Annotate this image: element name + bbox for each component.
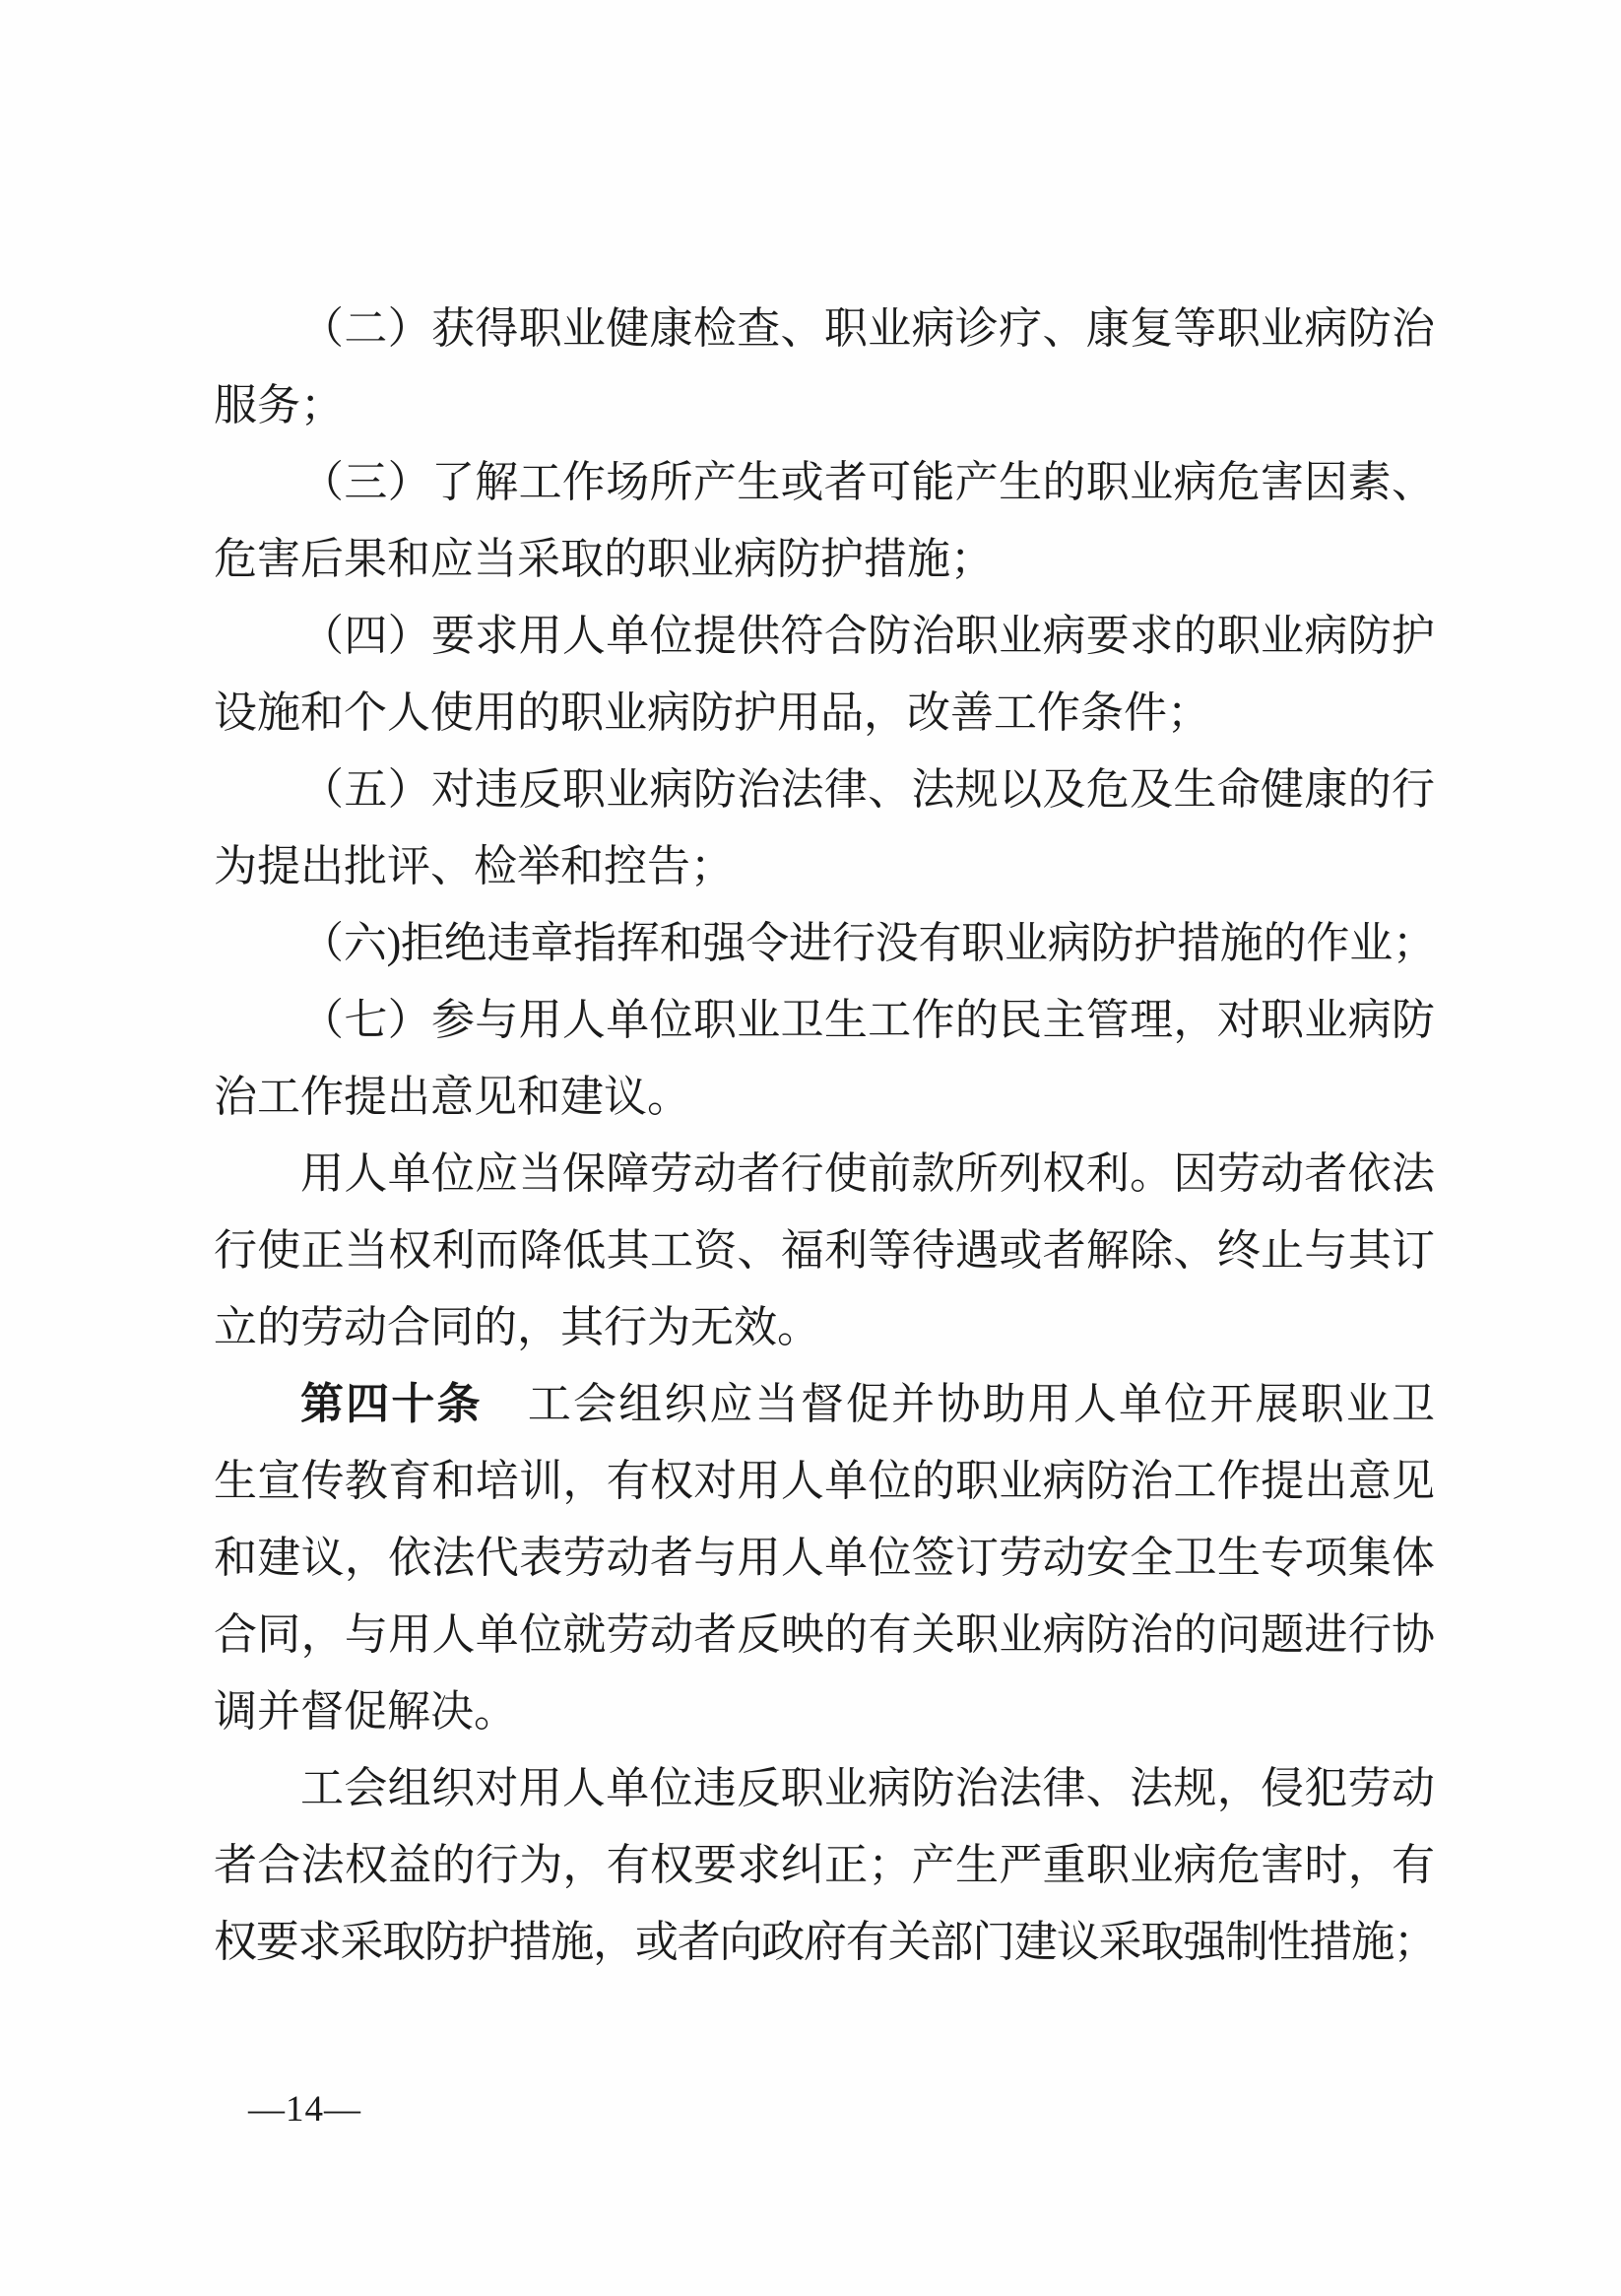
text-line	[214, 982, 1435, 1059]
text-line	[214, 828, 1435, 905]
text-run: 为提出批评、检举和控告；	[214, 842, 734, 890]
text-line	[214, 521, 1435, 598]
text-run: 调并督促解决。	[214, 1687, 517, 1736]
text-run: （六)拒绝违章指挥和强令进行没有职业病防护措施的作业；	[300, 919, 1435, 967]
text-run: （七）参与用人单位职业卫生工作的民主管理，对职业病防	[300, 996, 1435, 1044]
text-run: 立的劳动合同的，其行为无效。	[214, 1303, 820, 1351]
text-line	[214, 1443, 1435, 1520]
text-run: 设施和个人使用的职业病防护用品，改善工作条件；	[214, 689, 1210, 737]
text-run: 权要求采取防护措施，或者向政府有关部门建议采取强制性措施；	[214, 1918, 1435, 1966]
text-run: 者合法权益的行为，有权要求纠正；产生严重职业病危害时，有	[214, 1841, 1435, 1889]
footer-page-number: —14—	[248, 2089, 361, 2130]
text-run: 和建议，依法代表劳动者与用人单位签订劳动安全卫生专项集体	[214, 1534, 1435, 1582]
text-line	[214, 1366, 1435, 1443]
text-run: 用人单位应当保障劳动者行使前款所列权利。因劳动者依法	[300, 1149, 1435, 1198]
text-line	[214, 1213, 1435, 1289]
text-run: 行使正当权利而降低其工资、福利等待遇或者解除、终止与其订	[214, 1226, 1435, 1275]
text-run: 服务；	[214, 381, 344, 429]
text-line	[214, 291, 1435, 367]
text-run: （五）对违反职业病防治法律、法规以及危及生命健康的行	[300, 765, 1435, 814]
text-line	[214, 752, 1435, 828]
text-line	[214, 1136, 1435, 1213]
text-run: 工会组织应当督促并协助用人单位开展职业卫	[482, 1380, 1436, 1428]
text-line	[214, 367, 1435, 444]
text-run: 生宣传教育和培训，有权对用人单位的职业病防治工作提出意见	[214, 1457, 1435, 1505]
text-line	[214, 1289, 1435, 1366]
article-number: 第四十条	[300, 1380, 483, 1428]
text-line	[214, 444, 1435, 521]
text-line	[214, 1673, 1435, 1750]
text-line	[214, 598, 1435, 675]
text-run: 危害后果和应当采取的职业病防护措施；	[214, 535, 994, 583]
text-run: 工会组织对用人单位违反职业病防治法律、法规，侵犯劳动	[300, 1764, 1435, 1812]
text-run: 治工作提出意见和建议。	[214, 1073, 690, 1121]
text-line	[214, 1750, 1435, 1827]
text-line	[214, 1827, 1435, 1904]
text-run: （三）了解工作场所产生或者可能产生的职业病危害因素、	[300, 458, 1435, 506]
text-line	[214, 675, 1435, 752]
text-line	[214, 1520, 1435, 1597]
text-line	[214, 905, 1435, 982]
text-line	[214, 1597, 1435, 1673]
text-run: （二）获得职业健康检查、职业病诊疗、康复等职业病防治	[300, 304, 1435, 353]
text-line	[214, 1904, 1435, 1981]
text-run: （四）要求用人单位提供符合防治职业病要求的职业病防护	[300, 612, 1435, 660]
text-block	[214, 291, 1435, 1981]
text-run: 合同，与用人单位就劳动者反映的有关职业病防治的问题进行协	[214, 1610, 1435, 1659]
text-line	[214, 1059, 1435, 1136]
